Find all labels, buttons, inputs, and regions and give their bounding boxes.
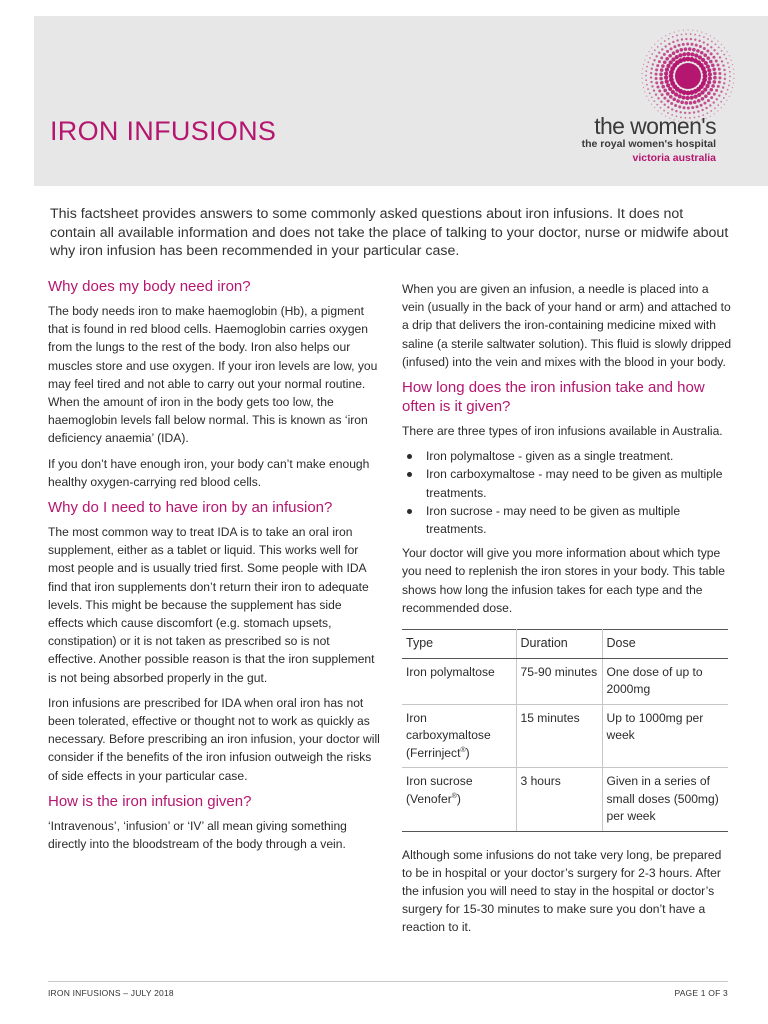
paragraph: The most common way to treat IDA is to take an oral iron supplement, either as a tablet or liquid. This works well for most people and is usually tried first. Some people with IDA find that iron supplements don’t return their iron to adequate levels. This might be because the supplement has side effects which cause discomfort (e.g. stomach upsets, constipation) or it is not taken as prescribed so is not effective. Another possible reason is that the iron supplement is not being absorbed properly in the gut. xyxy=(48,525,375,685)
table-row xyxy=(402,704,728,768)
table-cell: 15 minutes xyxy=(516,704,602,768)
logo-location: victoria australia xyxy=(632,152,716,164)
logo-subtitle: the royal women's hospital xyxy=(581,138,716,150)
intro-paragraph: This factsheet provides answers to some commonly asked questions about iron infusions. It does not contain all available information and does not take the place of talking to your doctor, nurse or midwife about why iron infusion has been recommended in your particular case. xyxy=(50,206,729,259)
paragraph: ‘Intravenous’, ‘infusion’ or ‘IV’ all mean giving something directly into the bloodstream of the body through a vein. xyxy=(48,818,347,852)
logo-name: the women's xyxy=(594,113,716,139)
table-cell: 3 hours xyxy=(516,768,602,832)
infusion-types-list xyxy=(402,447,732,538)
heading-why-need-iron: Why does my body need iron? xyxy=(48,278,251,295)
bullet-icon xyxy=(407,472,412,477)
infusion-table xyxy=(402,629,728,832)
paragraph: There are three types of iron infusions available in Australia. xyxy=(402,424,723,439)
paragraph: Your doctor will give you more information about which type you need to replenish the iron stores in your body. This table shows how long the infusion takes for each type and the recommended dose. xyxy=(402,546,725,615)
heading-how-long: How long does the iron infusion take and how often is it given? xyxy=(402,379,705,416)
list-item: Iron carboxymaltose - may need to be given as multiple treatments. xyxy=(402,465,732,501)
paragraph: The body needs iron to make haemoglobin (Hb), a pigment that is found in red blood cells. Haemoglobin carries oxygen from the lungs to the rest of the body. Iron also helps our muscles store and use oxygen. If your iron levels are low, you may feel tired and not able to carry out your normal routine. When the amount of iron in the body gets too low, the haemoglobin levels fall below normal. This is known as ‘iron deficiency anaemia’ (IDA). xyxy=(48,304,378,446)
column-header: Duration xyxy=(516,630,602,659)
womens-logo xyxy=(576,114,716,165)
table-cell: One dose of up to 2000mg xyxy=(602,658,728,704)
bullet-icon xyxy=(407,454,412,459)
table-cell: Iron sucrose (Venofer®) xyxy=(402,768,516,832)
table-row xyxy=(402,768,728,832)
table-cell: 75-90 minutes xyxy=(516,658,602,704)
bullet-icon xyxy=(407,509,412,514)
right-column xyxy=(402,280,732,944)
column-header: Dose xyxy=(602,630,728,659)
page-title: IRON INFUSIONS xyxy=(50,116,277,146)
paragraph: If you don’t have enough iron, your body can’t make enough healthy oxygen-carrying red blood cells. xyxy=(48,456,370,489)
paragraph: When you are given an infusion, a needle is placed into a vein (usually in the back of your hand or arm) and attached to a drip that delivers the iron-containing medicine mixed with saline (a sterile saltwater solution). This fluid is slowly dripped (infused) into the vein and mixes with the blood in your body. xyxy=(402,282,732,369)
table-cell: Given in a series of small doses (500mg) per week xyxy=(602,768,728,832)
table-row xyxy=(402,658,728,704)
page-number: PAGE 1 OF 3 xyxy=(674,988,728,998)
paragraph: Although some infusions do not take very long, be prepared to be in hospital or your doctor’s surgery for 2-3 hours. After the infusion you will need to stay in the hospital or doctor’s surgery for 15-30 minutes to make sure you don’t have a reaction to it. xyxy=(402,847,722,935)
heading-how-given: How is the iron infusion given? xyxy=(48,792,252,810)
footer-divider xyxy=(48,981,728,982)
left-column xyxy=(48,277,380,860)
heading-why-infusion: Why do I need to have iron by an infusion? xyxy=(48,499,333,517)
table-cell: Up to 1000mg per week xyxy=(602,704,728,768)
table-cell: Iron carboxymaltose (Ferrinject®) xyxy=(402,704,516,768)
footer-title: IRON INFUSIONS – JULY 2018 xyxy=(48,988,174,998)
table-header-row xyxy=(402,630,728,659)
column-header: Type xyxy=(402,630,516,659)
list-item: Iron sucrose - may need to be given as multiple treatments. xyxy=(402,502,732,538)
table-cell: Iron polymaltose xyxy=(402,658,516,704)
paragraph: Iron infusions are prescribed for IDA when oral iron has not been tolerated, effective or thought not to work as quickly as necessary. Before prescribing an iron infusion, your doctor will consider if the benefits of the iron infusion outweigh the risks of side effects in your particular case. xyxy=(48,695,380,783)
list-item: Iron polymaltose - given as a single treatment. xyxy=(402,447,732,465)
